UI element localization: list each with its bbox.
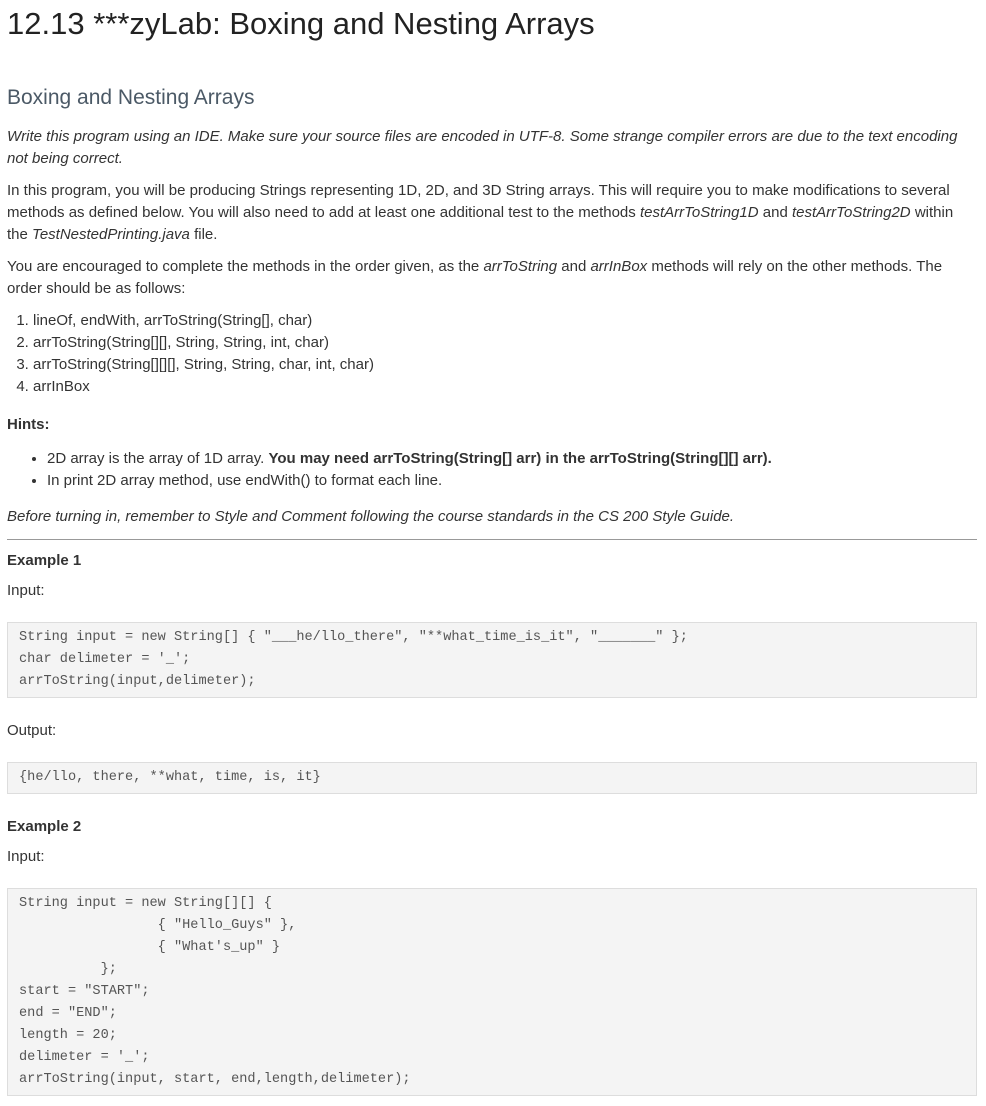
list-item: 3. arrToString(String[][][], String, String, char, int, char) — [33, 354, 977, 376]
text: within the — [7, 204, 954, 243]
text: file. — [189, 226, 218, 243]
example-2-heading: Example 2 — [7, 818, 82, 835]
method-name: arrInBox — [590, 258, 648, 275]
output-label: Output: — [7, 722, 57, 739]
text: In this program, you will be producing Strings representing 1D, 2D, and 3D String arrays. This will require you to make modifications to several methods as defined below. You will also need to add at least one additional test to the methods — [7, 182, 950, 221]
example-1-input-code: String input = new String[] { "___he/llo_there", "**what_time_is_it", "_______" }; char delimeter = '_'; arrToString(input,delimeter); — [7, 622, 977, 698]
page-title: 12.13 ***zyLab: Boxing and Nesting Arrays — [7, 6, 595, 41]
example-2-input-code: String input = new String[][] { { "Hello_Guys" }, { "What's_up" } }; start = "START"; end = "END"; length = 20; delimeter = '_'; arrToString(input, start, end,length,delimeter); — [7, 888, 977, 1096]
list-item: 1. lineOf, endWith, arrToString(String[], char) — [33, 310, 977, 332]
list-item — [47, 448, 977, 470]
hints-heading: Hints: — [7, 416, 50, 433]
text: and — [758, 204, 792, 221]
section-title: Boxing and Nesting Arrays — [7, 86, 255, 109]
method-order-list — [7, 310, 977, 398]
text: methods will rely on the other methods. The order should be as follows: — [7, 258, 943, 297]
method-name: arrToString — [483, 258, 558, 275]
description-paragraph — [7, 180, 977, 246]
style-note — [7, 506, 977, 528]
hints-list — [7, 448, 977, 492]
example-1-output-code: {he/llo, there, **what, time, is, it} — [7, 762, 977, 794]
text: You are encouraged to complete the methods in the order given, as the — [7, 258, 484, 275]
method-name: testArrToString1D — [639, 204, 759, 221]
text: Before turning in, remember to Style and Comment following the course standards in the CS 200 Style Guide. — [7, 508, 735, 525]
input-label: Input: — [7, 582, 45, 599]
text: 2D array is the array of 1D array. — [47, 450, 269, 467]
list-item: 2. arrToString(String[][], String, String, int, char) — [33, 332, 977, 354]
method-name: testArrToString2D — [791, 204, 911, 221]
example-1-heading: Example 1 — [7, 552, 82, 569]
intro-text: Write this program using an IDE. Make sure your source files are encoded in UTF-8. Some strange compiler errors are due to the text encoding not being correct. — [7, 128, 958, 167]
file-name: TestNestedPrinting.java — [32, 226, 190, 243]
text: and — [557, 258, 591, 275]
divider — [7, 539, 977, 540]
input-label: Input: — [7, 848, 45, 865]
intro-note — [7, 126, 977, 170]
list-item: • In print 2D array method, use endWith() to format each line. — [47, 470, 977, 492]
bold-text: You may need arrToString(String[] arr) in the arrToString(String[][] arr). — [268, 450, 772, 467]
list-item: 4. arrInBox — [33, 376, 977, 398]
order-paragraph — [7, 256, 977, 300]
